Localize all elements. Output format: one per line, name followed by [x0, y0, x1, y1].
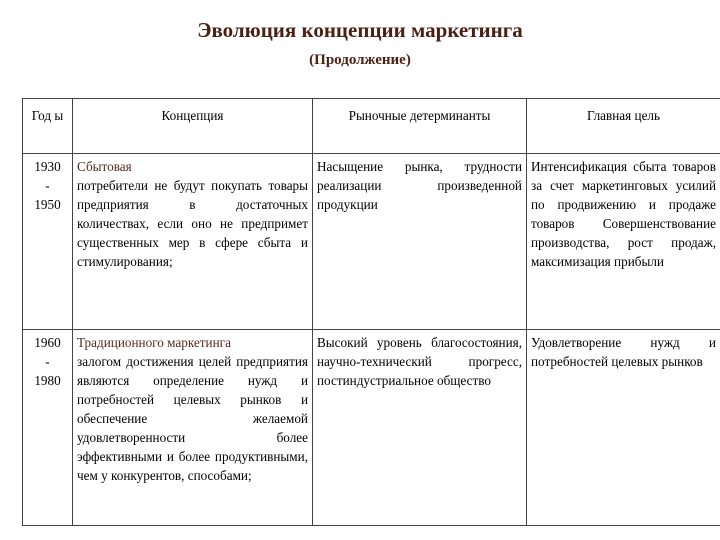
concept-cell: [73, 330, 313, 526]
goal-cell: Интенсификация сбыта товаров за счет маркетинговых усилий по продвижению и продаже товаров Совершенствование производства, рост продаж, максимизация прибыли: [527, 154, 720, 330]
year-end: 1980: [34, 373, 61, 388]
page-title: Эволюция концепции маркетинга: [197, 18, 523, 42]
determinants-cell: Насыщение рынка, трудности реализации произведенной продукции: [313, 154, 527, 330]
column-header-determinants: Рыночные детерминанты: [313, 99, 527, 154]
concept-cell: [73, 154, 313, 330]
determinants-cell: Высокий уровень благосостояния, научно-технический прогресс, постиндустриальное общество: [313, 330, 527, 526]
column-header-concept: Концепция: [73, 99, 313, 154]
column-header-years: Год ы: [23, 99, 73, 154]
page-subtitle: (Продолжение): [309, 52, 411, 68]
year-start: 1930: [34, 159, 61, 174]
table-header-row: [23, 99, 720, 154]
marketing-evolution-table: [22, 98, 720, 526]
concept-title: Традиционного маркетинга: [77, 335, 231, 350]
table-row: [23, 154, 720, 330]
year-separator: -: [45, 178, 50, 193]
year-end: 1950: [34, 197, 61, 212]
table-row: [23, 330, 720, 526]
year-separator: -: [45, 354, 50, 369]
concept-title: Сбытовая: [77, 159, 132, 174]
concept-text: потребители не будут покупать товары предприятия в достаточных количествах, если оно не предпримет существенных мер в сфере сбыта и стимулирования;: [77, 178, 308, 269]
column-header-goal: Главная цель: [527, 99, 720, 154]
year-cell: [23, 154, 73, 330]
concept-text: залогом достижения целей предприятия являются определение нужд и потребностей целевых рынков и обеспечение желаемой удовлетворенности более эффективными и более продуктивными, чем у конкурентов, способами;: [77, 354, 308, 483]
year-cell: [23, 330, 73, 526]
goal-cell: Удовлетворение нужд и потребностей целевых рынков: [527, 330, 720, 526]
year-start: 1960: [34, 335, 61, 350]
